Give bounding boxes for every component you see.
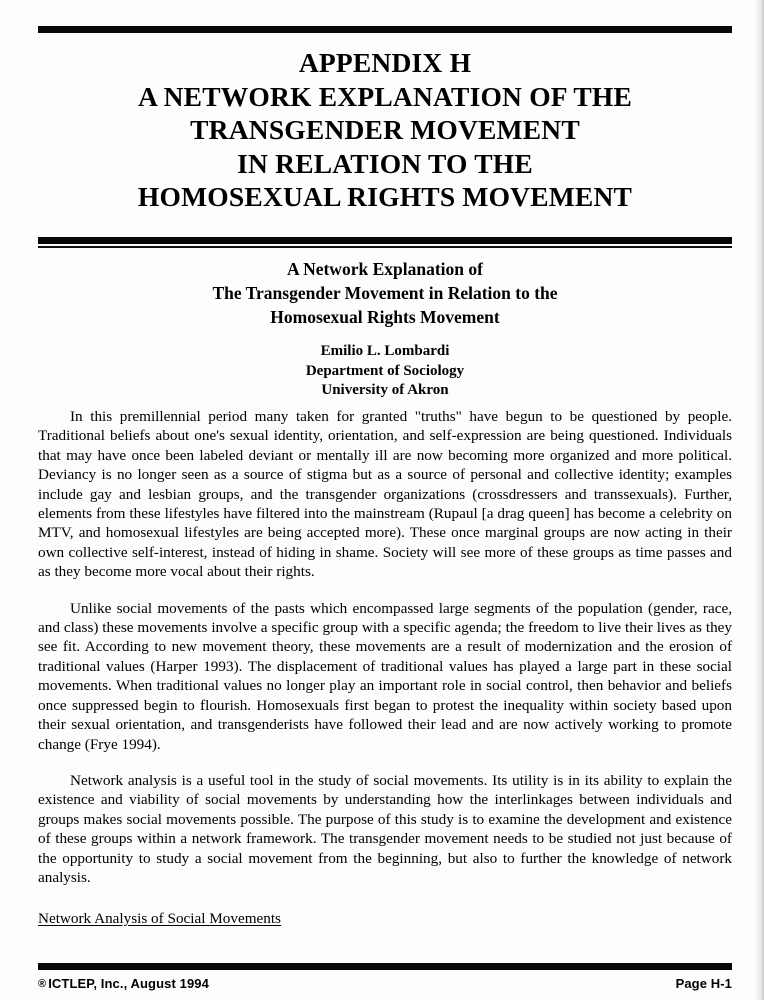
author-name: Emilio L. Lombardi (320, 343, 450, 359)
rule-thin-line (38, 246, 732, 248)
body-paragraph-2: Unlike social movements of the pasts which encompassed large segments of the population (gender, race, and class) these movements involve a specific group with a specific agenda; the freedom to live their lives as they see fit. According to new movement theory, these movements are a result of modernization and the erosion of traditional values (Harper 1993). The displacement of traditional values has played a large part in these social movements. When traditional values no longer play an important role in social control, then behavior and beliefs once suppressed begin to flourish. Homosexuals first began to protest the inequality within society based upon their sexual orientation, and transgenderists have followed their lead and are now actively working to promote change (Frye 1994). (38, 599, 732, 753)
author-department: Department of Sociology (305, 362, 465, 379)
registered-mark-icon: ® (38, 978, 47, 990)
title-line-3: TRANSGENDER MOVEMENT (190, 114, 580, 145)
scan-edge-artifact (754, 0, 764, 1000)
author-block (38, 342, 732, 401)
paper-subtitle-block (38, 257, 732, 329)
middle-double-rule (38, 237, 732, 248)
author-institution: University of Akron (321, 382, 449, 398)
body-paragraph-3: Network analysis is a useful tool in the study of social movements. Its utility is in its ability to explain the existence and viability of social movements by understanding how the interlinkages between individuals and groups makes social movements possible. The purpose of this study is to examine the development and existence of these groups within a network framework. The transgender movement needs to be studied not just because of the opportunity to study a social movement from the beginning, but also to further the knowledge of network analysis. (38, 771, 732, 886)
section-heading: Network Analysis of Social Movements (38, 910, 281, 928)
subtitle-line-1: A Network Explanation of (287, 259, 483, 279)
subtitle-line-2: The Transgender Movement in Relation to the (212, 283, 558, 303)
title-line-1: APPENDIX H (298, 47, 472, 78)
footer-copyright-text: ICTLEP, Inc., August 1994 (48, 976, 209, 991)
body-paragraph-1: In this premillennial period many taken for granted "truths" have begun to be questioned by people. Traditional beliefs about one's sexual identity, orientation, and self-expression are being questioned. Individuals that may have once been labeled deviant or mentally ill are now becoming more organized and more political. Deviancy is no longer seen as a source of stigma but as a source of personal and collective identity; examples include gay and lesbian groups, and the transgender organizations (crossdressers and transsexuals). Further, elements from these lifestyles have filtered into the mainstream (Rupaul [a drag queen] has become a celebrity on MTV, and homosexual lifestyles are being accepted more). These once marginal groups are now acting in their own collective self-interest, instead of hiding in shame. Society will see more of these groups as time passes and as they become more vocal about their rights. (38, 408, 732, 581)
rule-thick-line (38, 237, 732, 244)
title-line-5: HOMOSEXUAL RIGHTS MOVEMENT (137, 181, 633, 212)
footer-page-number: Page H-1 (675, 976, 732, 991)
page-footer (38, 976, 732, 991)
title-line-4: IN RELATION TO THE (237, 147, 533, 179)
footer-horizontal-rule (38, 963, 732, 970)
body-text-block (38, 407, 732, 929)
rule-thick-line (38, 963, 732, 970)
footer-copyright (38, 976, 209, 991)
subtitle-line-3: Homosexual Rights Movement (270, 307, 500, 327)
appendix-title-block (38, 46, 732, 214)
title-line-2: A NETWORK EXPLANATION OF THE (137, 80, 633, 112)
top-horizontal-rule (38, 26, 732, 33)
rule-thick-line (38, 26, 732, 33)
